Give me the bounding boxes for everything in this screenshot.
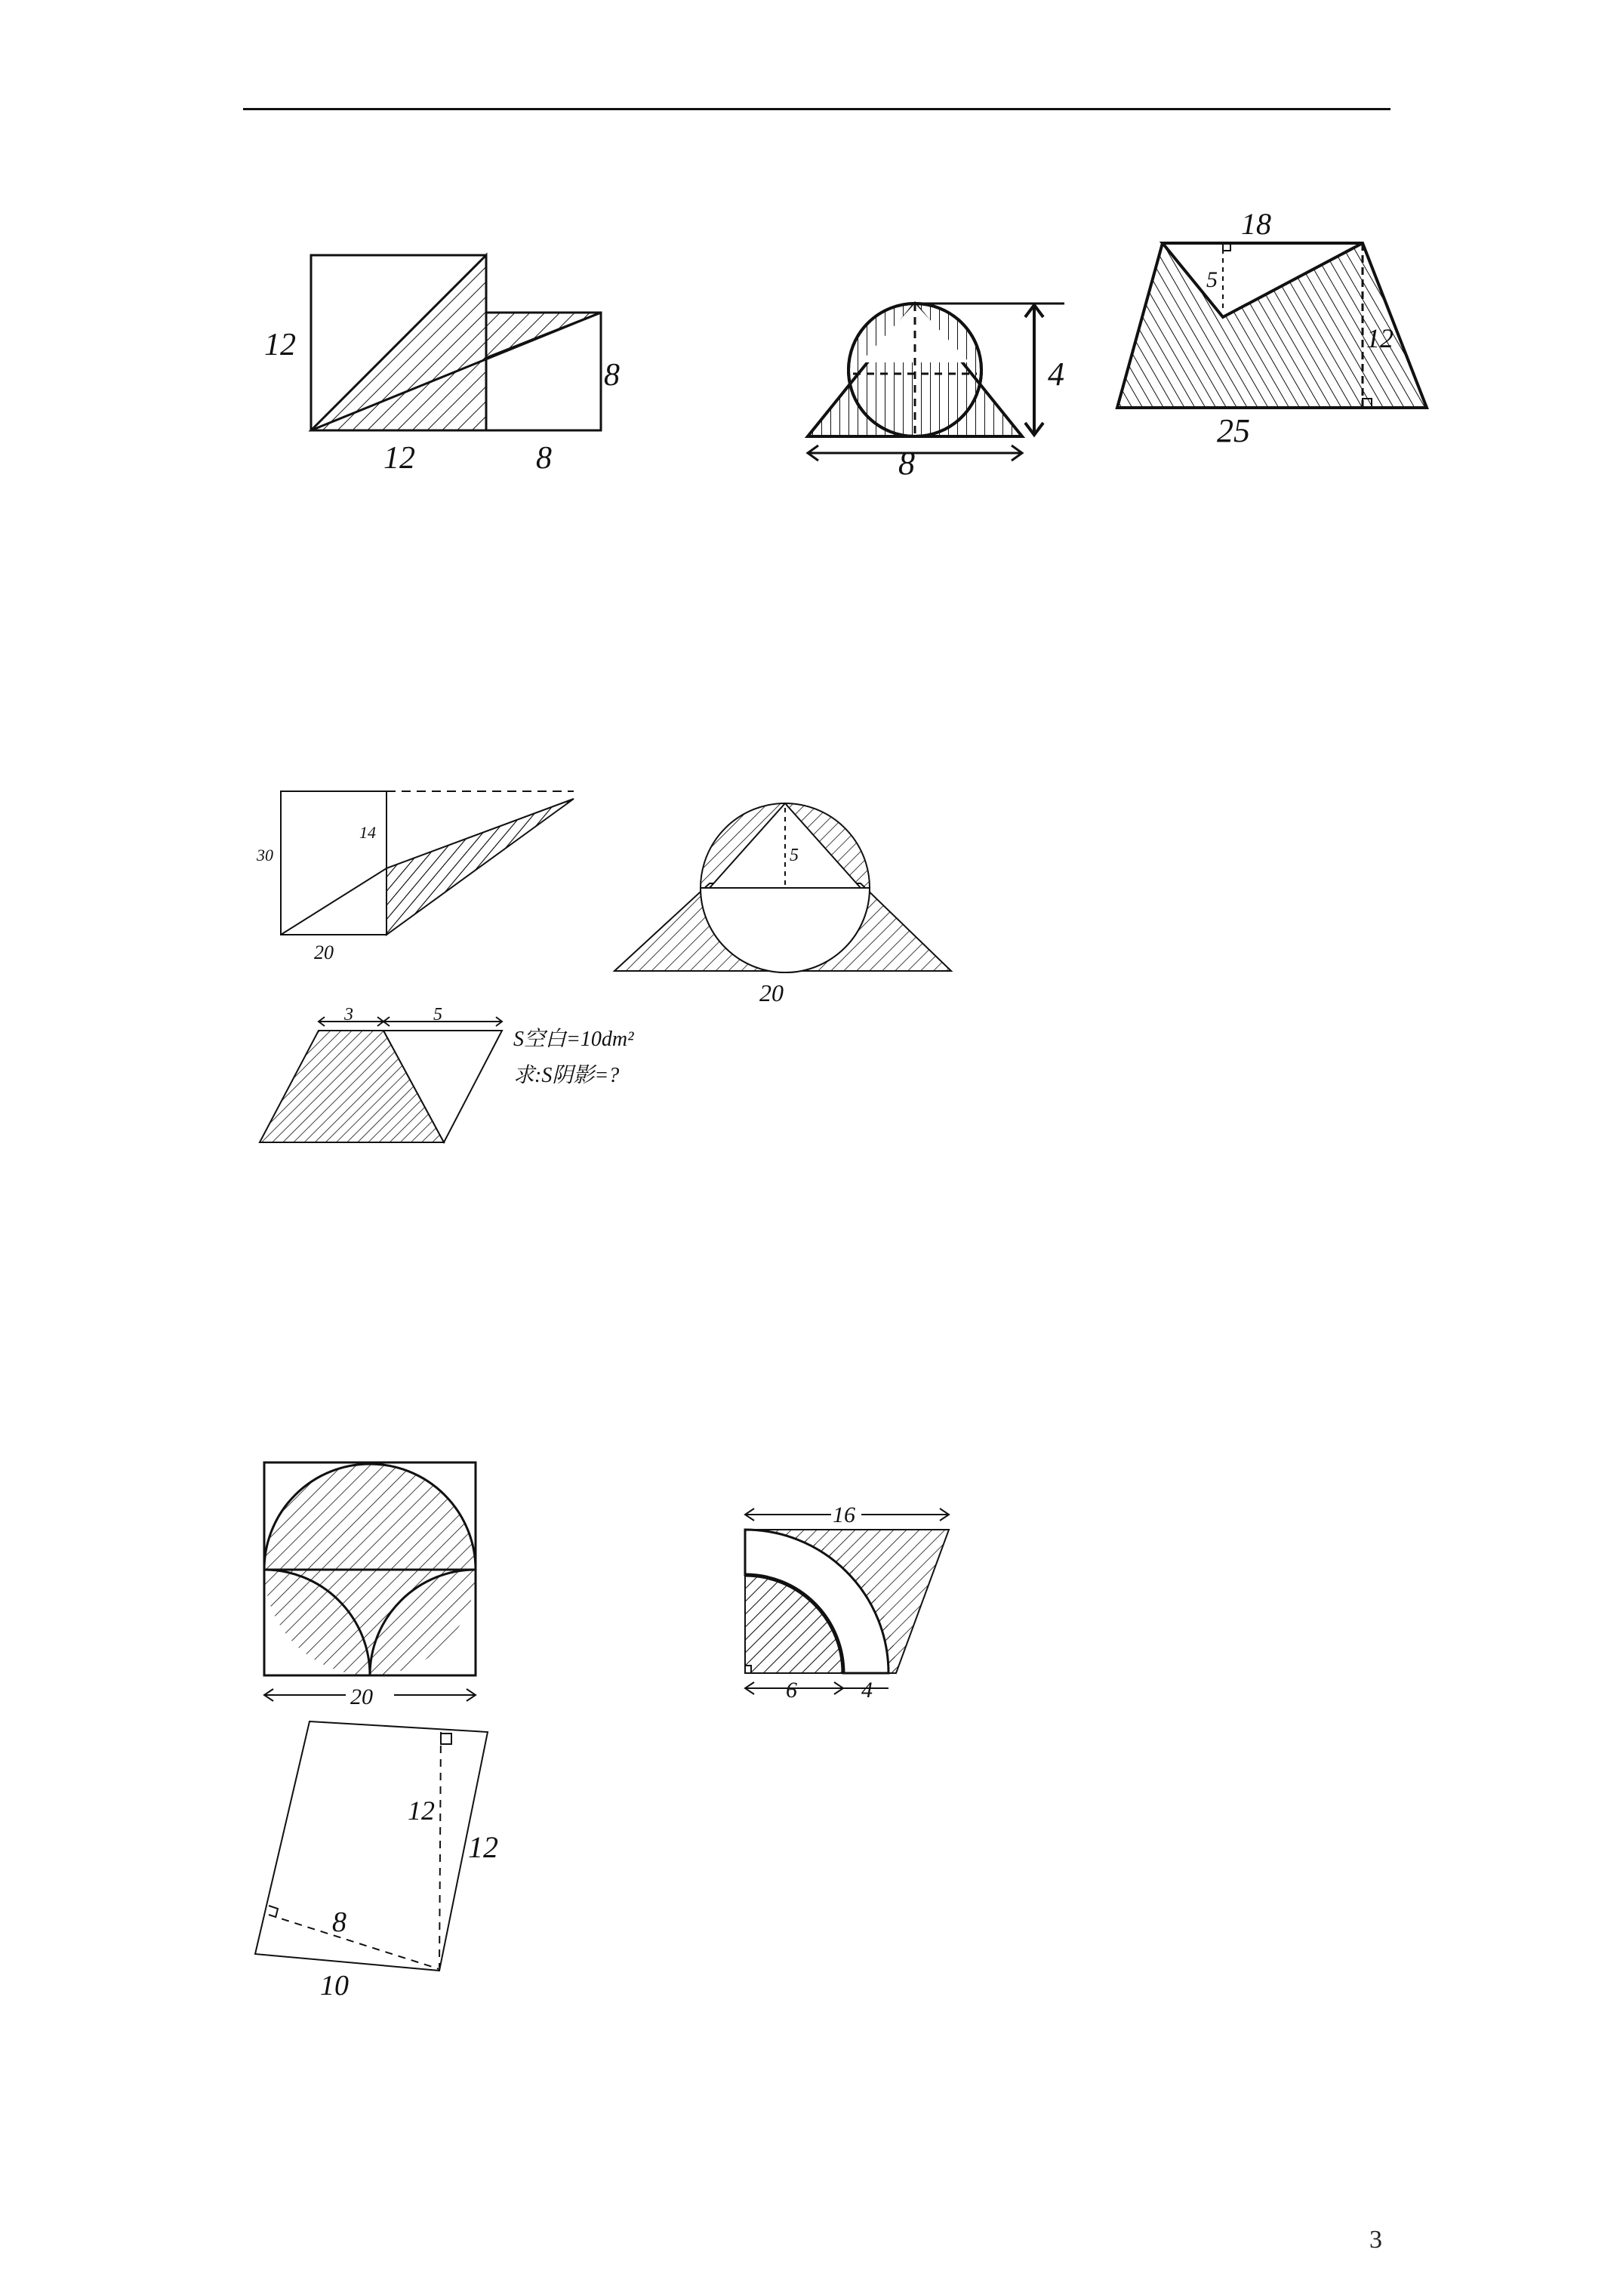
figure-quarter-circles — [736, 1495, 962, 1706]
label-right-side: 8 — [604, 358, 620, 393]
figure-squares-shaded-triangle — [257, 242, 634, 483]
label-side: 12 — [468, 1830, 498, 1864]
figure-circle-triangle — [785, 279, 1087, 483]
figure-trapezoid — [1102, 207, 1480, 461]
label-top: 18 — [1241, 207, 1271, 241]
label-bottom-right: 8 — [536, 441, 552, 476]
label-base: 20 — [350, 1684, 373, 1709]
label-bottom: 20 — [314, 942, 334, 963]
page-number: 3 — [1369, 2226, 1382, 2254]
label-left: 30 — [257, 846, 273, 864]
figure-parallelogram-trapezoid — [257, 1005, 664, 1159]
note-line-1: S空白=10dm² — [513, 1028, 634, 1051]
label-height: 12 — [1366, 323, 1394, 353]
figure-parallelogram-heights — [249, 1714, 536, 2016]
label-bottom-left: 12 — [383, 441, 415, 476]
header-rule — [243, 108, 1390, 110]
label-middle: 14 — [359, 823, 376, 842]
label-base: 25 — [1217, 412, 1250, 449]
label-top: 16 — [833, 1502, 855, 1527]
note-line-2: 求:S阴影=? — [513, 1064, 620, 1087]
label-base: 8 — [898, 445, 915, 482]
label-inner: 8 — [332, 1906, 346, 1938]
label-height: 4 — [1048, 356, 1064, 393]
figure-circle-on-triangle — [611, 793, 966, 1012]
label-inner: 5 — [1206, 267, 1218, 292]
label-base: 10 — [320, 1970, 349, 2002]
label-seg-a: 3 — [344, 1005, 353, 1025]
label-seg-b: 5 — [433, 1005, 442, 1025]
label-band: 4 — [861, 1678, 873, 1703]
label-radius: 6 — [786, 1678, 797, 1703]
label-base: 20 — [759, 979, 784, 1006]
figure-square-arcs — [257, 1453, 491, 1718]
label-height: 12 — [408, 1795, 435, 1826]
label-inner: 5 — [790, 846, 799, 865]
figure-rectangle-parallelogram — [257, 778, 589, 974]
label-left-side: 12 — [264, 328, 296, 362]
